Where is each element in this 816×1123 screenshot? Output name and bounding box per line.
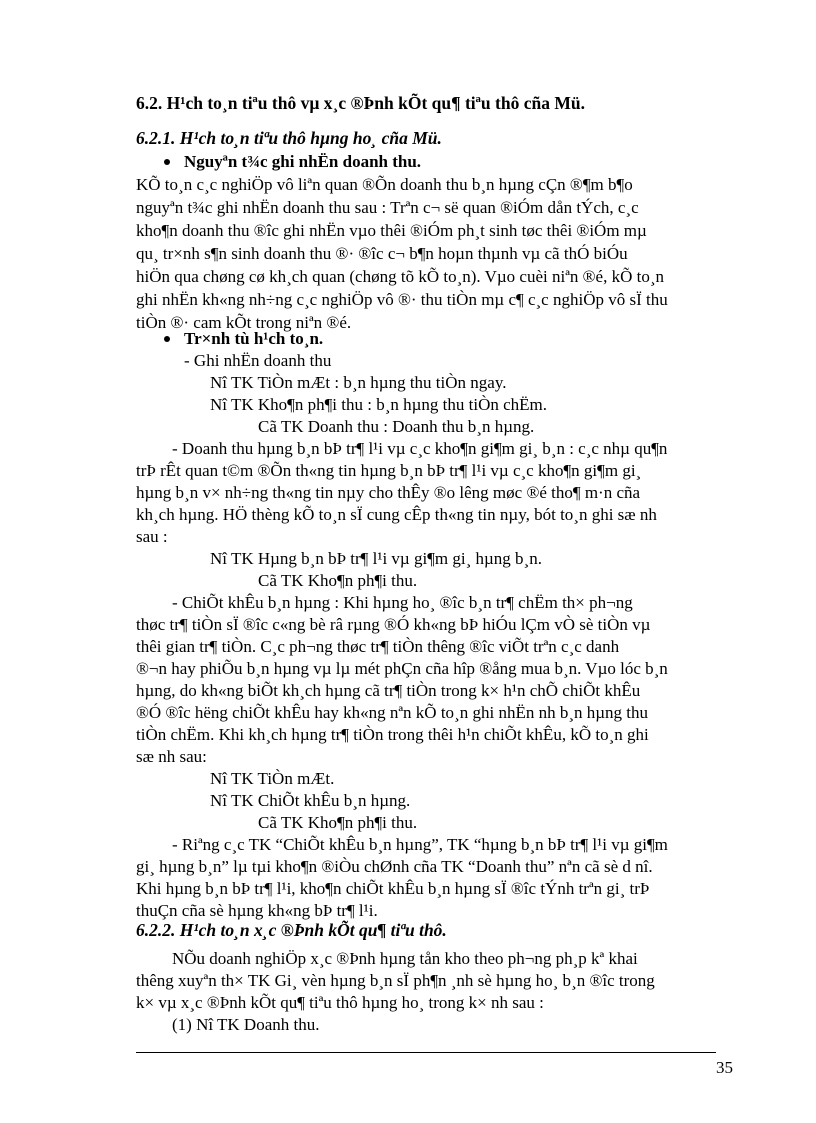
paragraph-line: KÕ to¸n c¸c nghiÖp vô liªn quan ®Õn doanh thu b¸n hµng cÇn ®¶m b¶o	[136, 175, 633, 194]
subsection-heading: 6.2.1. H¹ch to¸n tiªu thô hµng ho¸ cña Mü.	[136, 128, 442, 148]
paragraph-line: thêi gian tr¶ tiÒn. C¸c ph¬ng thøc tr¶ tiÒn thêng ®îc viÕt trªn c¸c danh	[136, 637, 620, 656]
paragraph-line: trÞ rÊt quan t©m ®Õn th«ng tin hµng b¸n bÞ tr¶ l¹i vµ c¸c kho¶n gi¶m gi¸	[136, 461, 642, 480]
paragraph-line: - Ghi nhËn doanh thu	[184, 351, 332, 370]
subsection-heading: 6.2.2. H¹ch to¸n x¸c ®Þnh kÕt qu¶ tiªu thô.	[136, 920, 447, 940]
paragraph-line: sau :	[136, 527, 168, 546]
journal-entry-line: Cã TK Kho¶n ph¶i thu.	[258, 571, 418, 590]
journal-entry-line: Nî TK TiÒn mÆt : b¸n hµng thu tiÒn ngay.	[210, 373, 507, 392]
page-number: 35	[716, 1058, 733, 1077]
bullet-icon	[164, 159, 170, 165]
journal-entry-line: Nî TK Hµng b¸n bÞ tr¶ l¹i vµ gi¶m gi¸ hµng b¸n.	[210, 549, 542, 568]
paragraph-line: sæ nh sau:	[136, 747, 207, 766]
paragraph-line: ®¬n hay phiÕu b¸n hµng vµ lµ mét phÇn cña hîp ®ång mua b¸n. Vµo lóc b¸n	[136, 659, 668, 678]
bullet-heading: Nguyªn t¾c ghi nhËn doanh thu.	[184, 152, 422, 171]
bullet-icon	[164, 336, 170, 342]
paragraph-line: hiÖn qua chøng cø kh¸ch quan (chøng tõ kÕ to¸n). Vµo cuèi niªn ®é, kÕ to¸n	[136, 267, 665, 286]
paragraph-line: gi¸ hµng b¸n” lµ tµi kho¶n ®iÒu chØnh cña TK “Doanh thu” nªn cã sè d nî.	[136, 857, 653, 876]
paragraph-line: - Doanh thu hµng b¸n bÞ tr¶ l¹i vµ c¸c kho¶n gi¶m gi¸ b¸n : c¸c nhµ qu¶n	[172, 439, 668, 458]
paragraph-line: kho¶n doanh thu ®îc ghi nhËn vµo thêi ®iÓm ph¸t sinh tøc thêi ®iÓm mµ	[136, 221, 647, 240]
journal-entry-line: Nî TK Kho¶n ph¶i thu : b¸n hµng thu tiÒn chËm.	[210, 395, 548, 414]
paragraph-line: tiÒn ®· cam kÕt trong niªn ®é.	[136, 313, 352, 332]
section-heading: 6.2. H¹ch to¸n tiªu thô vµ x¸c ®Þnh kÕt qu¶ tiªu thô cña Mü.	[136, 93, 585, 113]
paragraph-line: qu¸ tr×nh s¶n sinh doanh thu ®· ®îc c¬ b¶n hoµn thµnh vµ cã thÓ biÓu	[136, 244, 628, 263]
paragraph-line: thuÇn cña sè hµng kh«ng bÞ tr¶ l¹i.	[136, 901, 378, 920]
footer-divider	[136, 1052, 716, 1053]
paragraph-line: ghi nhËn kh«ng nh÷ng c¸c nghiÖp vô ®· thu tiÒn mµ c¶ c¸c nghiÖp vô sÏ thu	[136, 290, 668, 309]
paragraph-line: hµng b¸n v× nh÷ng th«ng tin nµy cho thÊy ®o lêng møc ®é tho¶ m·n cña	[136, 483, 641, 502]
paragraph-line: nguyªn t¾c ghi nhËn doanh thu sau : Trªn c¬ së quan ®iÓm dån tÝch, c¸c	[136, 198, 639, 217]
paragraph-line: k× vµ x¸c ®Þnh kÕt qu¶ tiªu thô hµng ho¸ trong k× nh sau :	[136, 993, 544, 1012]
paragraph-line: Khi hµng b¸n bÞ tr¶ l¹i, kho¶n chiÕt khÊu b¸n hµng sÏ ®îc tÝnh trªn gi¸ trÞ	[136, 879, 650, 898]
paragraph-line: hµng, do kh«ng biÕt kh¸ch hµng cã tr¶ tiÒn trong k× h¹n chÕ chiÕt khÊu	[136, 681, 641, 700]
paragraph-line: thøc tr¶ tiÒn sÏ ®îc c«ng bè râ rµng ®Ó kh«ng bÞ hiÓu lÇm vÒ sè tiÒn vµ	[136, 615, 651, 634]
paragraph-line: kh¸ch hµng. HÖ thèng kÕ to¸n sÏ cung cÊp th«ng tin nµy, bót to¸n ghi sæ nh	[136, 505, 657, 524]
bullet-heading: Tr×nh tù h¹ch to¸n.	[184, 329, 324, 348]
journal-entry-line: Cã TK Kho¶n ph¶i thu.	[258, 813, 418, 832]
journal-entry-line: Cã TK Doanh thu : Doanh thu b¸n hµng.	[258, 417, 535, 436]
paragraph-line: tiÒn chËm. Khi kh¸ch hµng tr¶ tiÒn trong thêi h¹n chiÕt khÊu, kÕ to¸n ghi	[136, 725, 649, 744]
paragraph-line: NÕu doanh nghiÖp x¸c ®Þnh hµng tån kho theo ph¬ng ph¸p kª khai	[172, 949, 638, 968]
journal-entry-line: Nî TK TiÒn mÆt.	[210, 769, 335, 788]
paragraph-line: - ChiÕt khÊu b¸n hµng : Khi hµng ho¸ ®îc b¸n tr¶ chËm th× ph¬ng	[172, 593, 633, 612]
journal-entry-line: (1) Nî TK Doanh thu.	[172, 1015, 320, 1034]
paragraph-line: ®Ó ®îc hëng chiÕt khÊu hay kh«ng nªn kÕ to¸n ghi nhËn nh b¸n hµng thu	[136, 703, 649, 722]
paragraph-line: - Riªng c¸c TK “ChiÕt khÊu b¸n hµng”, TK “hµng b¸n bÞ tr¶ l¹i vµ gi¶m	[172, 835, 668, 854]
paragraph-line: thêng xuyªn th× TK Gi¸ vèn hµng b¸n sÏ ph¶n ¸nh sè hµng ho¸ b¸n ®îc trong	[136, 971, 655, 990]
journal-entry-line: Nî TK ChiÕt khÊu b¸n hµng.	[210, 791, 411, 810]
